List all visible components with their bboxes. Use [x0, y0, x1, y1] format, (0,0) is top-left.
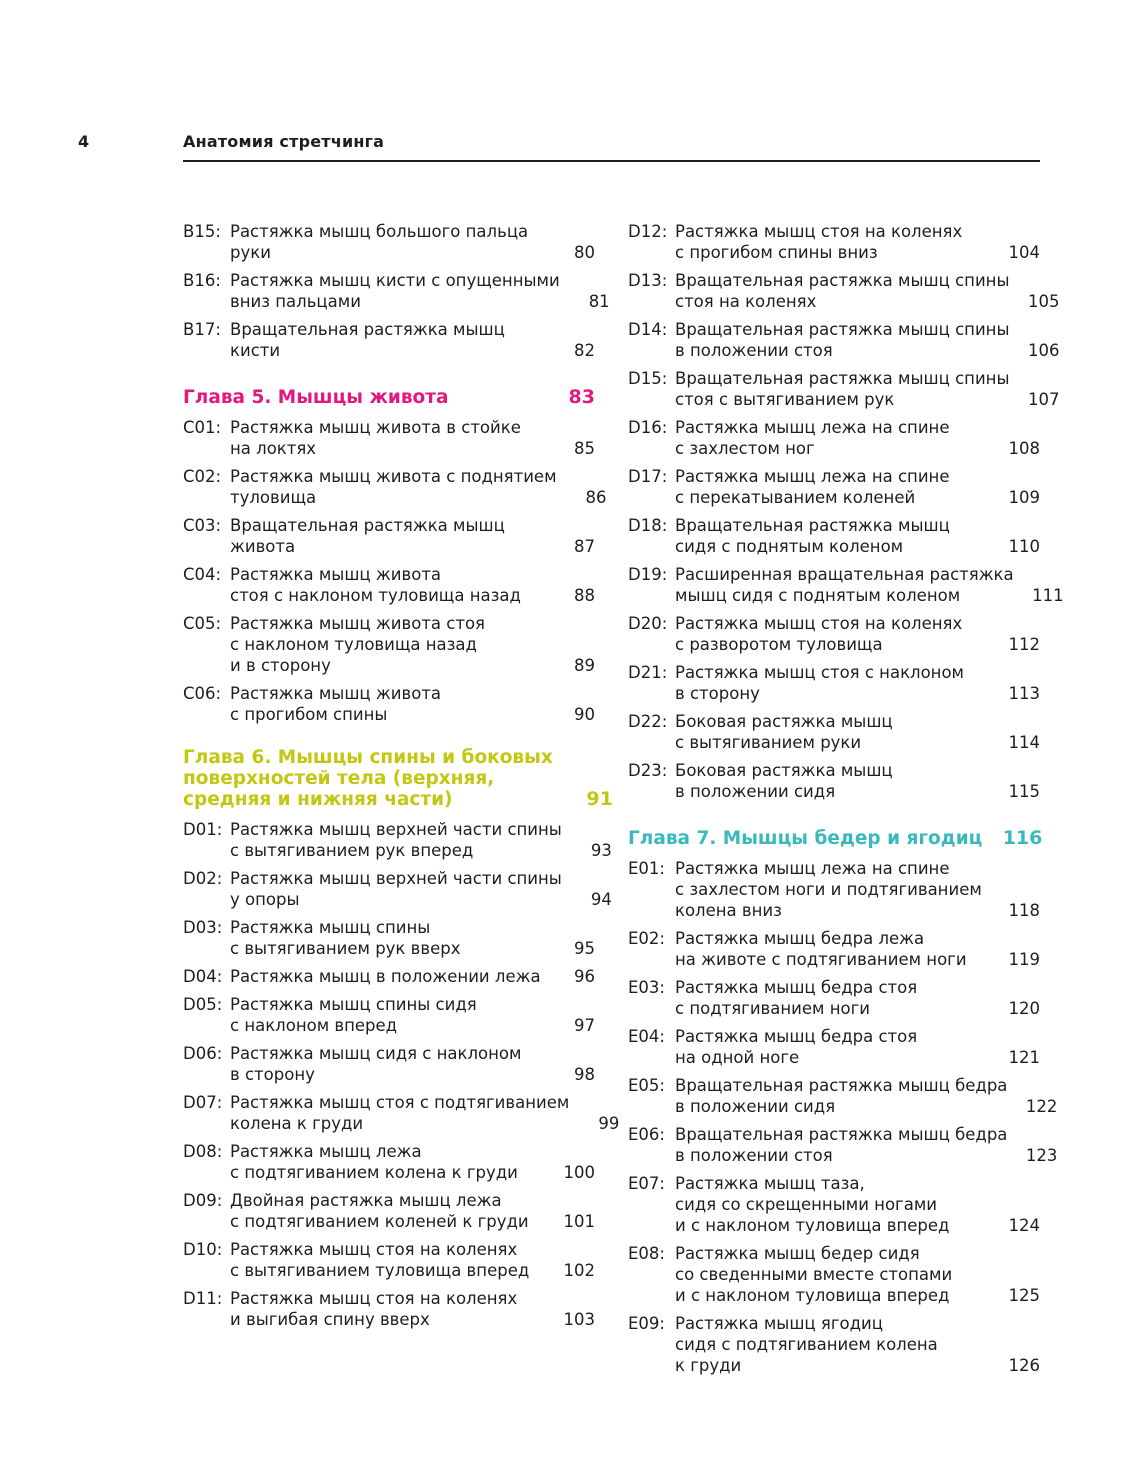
toc-entry[interactable]: [183, 1288, 595, 1330]
toc-entry-code: C03:: [183, 516, 222, 535]
toc-entry-title-line: Расширенная вращательная растяжка: [675, 565, 1014, 584]
toc-entry-title-line: в положении стоя: [675, 341, 833, 360]
toc-entry-title-line: с подтягиванием коленей к груди: [230, 1212, 529, 1231]
toc-entry-title: [230, 966, 545, 987]
toc-entry-title: [230, 613, 545, 676]
toc-group: [628, 221, 1064, 802]
toc-entry-title: [230, 270, 560, 312]
toc-entry-title: [675, 662, 990, 704]
toc-entry[interactable]: [183, 1141, 595, 1183]
toc-entry[interactable]: [183, 917, 595, 959]
toc-entry-code: D16:: [628, 418, 668, 437]
toc-entry-code: E02:: [628, 929, 665, 948]
toc-entry-code: D17:: [628, 467, 668, 486]
toc-entry-title: [675, 270, 1010, 312]
chapter-title-line: Глава 7. Мышцы бедер и ягодиц: [628, 828, 983, 849]
toc-entry-title: [675, 858, 990, 921]
toc-entry-title-line: Растяжка мышц лежа на спине: [675, 418, 950, 437]
chapter-page: 83: [568, 386, 595, 408]
toc-entry-page: 118: [1008, 901, 1040, 920]
toc-entry-title-line: в положении сидя: [675, 1097, 836, 1116]
toc-entry-page: 95: [574, 939, 595, 958]
toc-entry-title-line: Боковая растяжка мышц: [675, 712, 893, 731]
toc-entry-page: 119: [1008, 950, 1040, 969]
chapter-title: [183, 387, 535, 408]
toc-entry-title: [230, 515, 545, 557]
toc-entry-code: E09:: [628, 1314, 665, 1333]
toc-entry-code: E04:: [628, 1027, 665, 1046]
toc-entry-title: [230, 466, 557, 508]
toc-entry-page: 110: [1008, 537, 1040, 556]
toc-entry-code: D01:: [183, 820, 223, 839]
toc-entry-page: 122: [1025, 1097, 1058, 1116]
toc-entry-page: 114: [1008, 733, 1040, 752]
page-number: 4: [78, 132, 90, 151]
toc-entry[interactable]: [628, 760, 1040, 802]
toc-entry-title: [675, 1026, 990, 1068]
toc-entry-page: 87: [574, 537, 595, 556]
toc-entry-title: [675, 564, 1014, 606]
toc-entry-title-line: Растяжка мышц лежа: [230, 1142, 422, 1161]
toc-entry-title: [230, 1092, 569, 1134]
toc-entry-title-line: Растяжка мышц лежа на спине: [675, 859, 950, 878]
toc-entry-title-line: с наклоном вперед: [230, 1016, 398, 1035]
toc-entry-title-line: Растяжка мышц бедра стоя: [675, 1027, 918, 1046]
toc-entry[interactable]: [183, 564, 595, 606]
toc-entry[interactable]: [628, 564, 1064, 606]
toc-entry-page: 121: [1008, 1048, 1040, 1067]
toc-entry[interactable]: [628, 613, 1040, 655]
toc-entry-code: D10:: [183, 1240, 223, 1259]
toc-entry-code: D23:: [628, 761, 668, 780]
toc-entry-code: C01:: [183, 418, 222, 437]
toc-entry-page: 126: [1008, 1356, 1040, 1375]
toc-entry-title-line: Растяжка мышц кисти с опущенными: [230, 271, 560, 290]
toc-entry-page: 113: [1008, 684, 1040, 703]
toc-entry-title-line: Растяжка мышц в положении лежа: [230, 967, 541, 986]
toc-entry[interactable]: [628, 858, 1040, 921]
toc-entry[interactable]: [628, 662, 1040, 704]
toc-entry-code: D13:: [628, 271, 668, 290]
toc-entry-page: 85: [574, 439, 595, 458]
chapter-heading-7[interactable]: [628, 827, 1043, 849]
toc-entry-code: E05:: [628, 1076, 665, 1095]
toc-entry-page: 102: [563, 1261, 595, 1280]
toc-entry-title-line: Растяжка мышц стоя с подтягиванием: [230, 1093, 570, 1112]
toc-entry-code: E03:: [628, 978, 665, 997]
toc-entry[interactable]: [628, 928, 1040, 970]
toc-entry-title-line: Растяжка мышц живота стоя: [230, 614, 485, 633]
toc-entry[interactable]: [628, 977, 1040, 1019]
toc-entry-code: D02:: [183, 869, 223, 888]
toc-entry[interactable]: [628, 270, 1060, 312]
toc-entry-title-line: Растяжка мышц верхней части спины: [230, 820, 562, 839]
toc-entry-title-line: с прогибом спины вниз: [675, 243, 878, 262]
toc-entry-title-line: Растяжка мышц живота: [230, 565, 442, 584]
toc-entry-title: [675, 1124, 1007, 1166]
toc-group: [183, 417, 607, 725]
toc-entry-title-line: туловища: [230, 488, 317, 507]
toc-entry-title: [675, 928, 990, 970]
toc-entry[interactable]: [183, 270, 610, 312]
toc-entry[interactable]: [183, 1092, 620, 1134]
toc-entry-code: D07:: [183, 1093, 223, 1112]
toc-entry[interactable]: [628, 221, 1040, 263]
toc-entry[interactable]: [183, 1190, 595, 1232]
toc-entry-title-line: стоя с вытягиванием рук: [675, 390, 895, 409]
toc-entry-page: 109: [1008, 488, 1040, 507]
toc-entry-title: [675, 417, 990, 459]
toc-entry-page: 99: [598, 1114, 620, 1133]
toc-entry-title-line: сидя с поднятым коленом: [675, 537, 904, 556]
toc-entry-title-line: Растяжка мышц верхней части спины: [230, 869, 562, 888]
toc-entry-code: D05:: [183, 995, 223, 1014]
toc-entry-code: E01:: [628, 859, 665, 878]
toc-entry-title-line: стоя с наклоном туловища назад: [230, 586, 521, 605]
toc-entry-title-line: и в сторону: [230, 656, 331, 675]
toc-entry-page: 88: [574, 586, 595, 605]
toc-entry-code: B16:: [183, 271, 221, 290]
toc-entry-title-line: колена к груди: [230, 1114, 364, 1133]
toc-entry-title: [675, 977, 990, 1019]
toc-entry-title-line: с вытягиванием рук вперед: [230, 841, 474, 860]
toc-entry-page: 93: [590, 841, 612, 860]
toc-entry-title: [230, 1239, 545, 1281]
toc-entry-title: [675, 368, 1010, 410]
toc-entry-page: 124: [1008, 1216, 1040, 1235]
toc-entry-title: [230, 1288, 545, 1330]
toc-entry[interactable]: [628, 515, 1040, 557]
toc-entry-title-line: с вытягиванием туловища вперед: [230, 1261, 530, 1280]
toc-entry-title-line: и выгибая спину вверх: [230, 1310, 430, 1329]
toc-column-left: [183, 221, 620, 1337]
toc-entry-title-line: и с наклоном туловища вперед: [675, 1286, 950, 1305]
toc-entry-title-line: Двойная растяжка мышц лежа: [230, 1191, 502, 1210]
toc-entry[interactable]: [183, 868, 612, 910]
toc-entry-page: 111: [1032, 586, 1064, 605]
chapter-heading-5[interactable]: [183, 387, 595, 408]
toc-entry-title-line: Растяжка мышц бедра стоя: [675, 978, 918, 997]
chapter-page: 91: [586, 788, 613, 810]
toc-entry[interactable]: [628, 1243, 1040, 1306]
toc-entry-title-line: с подтягиванием ноги: [675, 999, 871, 1018]
toc-entry-page: 90: [574, 705, 595, 724]
toc-entry-title-line: на животе с подтягиванием ноги: [675, 950, 967, 969]
toc-entry-title-line: и с наклоном туловища вперед: [675, 1216, 950, 1235]
chapter-title: [183, 747, 553, 810]
toc-entry-title-line: с разворотом туловища: [675, 635, 883, 654]
toc-entry-title: [230, 1190, 545, 1232]
toc-entry-title-line: мышц сидя с поднятым коленом: [675, 586, 961, 605]
toc-entry-page: 108: [1008, 439, 1040, 458]
toc-entry-title: [675, 221, 990, 263]
toc-entry-title: [675, 1243, 990, 1306]
toc-entry[interactable]: [628, 1124, 1058, 1166]
toc-entry-page: 96: [574, 967, 595, 986]
toc-entry-title: [675, 1075, 1007, 1117]
toc-entry-code: D22:: [628, 712, 668, 731]
toc-entry[interactable]: [183, 819, 612, 861]
toc-entry-code: E07:: [628, 1174, 665, 1193]
toc-entry[interactable]: [183, 221, 595, 263]
toc-entry-title-line: Растяжка мышц живота с поднятием: [230, 467, 557, 486]
toc-entry-title-line: вниз пальцами: [230, 292, 361, 311]
toc-entry-title-line: Вращательная растяжка мышц спины: [675, 369, 1010, 388]
toc-entry-title-line: с захлестом ноги и подтягиванием: [675, 880, 982, 899]
toc-entry-title-line: Растяжка мышц сидя с наклоном: [230, 1044, 522, 1063]
toc-entry-title: [675, 319, 1010, 361]
toc-entry[interactable]: [183, 994, 595, 1036]
toc-entry-title-line: Растяжка мышц большого пальца: [230, 222, 529, 241]
toc-entry-page: 94: [590, 890, 612, 909]
toc-entry-code: D08:: [183, 1142, 223, 1161]
toc-entry-page: 104: [1008, 243, 1040, 262]
toc-entry-title: [675, 760, 990, 802]
toc-entry-title-line: Растяжка мышц спины: [230, 918, 431, 937]
toc-entry-page: 125: [1008, 1286, 1040, 1305]
toc-entry-title: [230, 868, 562, 910]
toc-entry-title-line: Вращательная растяжка мышц бедра: [675, 1076, 1008, 1095]
toc-entry-title-line: Вращательная растяжка мышц спины: [675, 271, 1010, 290]
toc-entry-title-line: Вращательная растяжка мышц: [230, 320, 505, 339]
running-title: Анатомия стретчинга: [183, 132, 385, 151]
toc-entry-title-line: кисти: [230, 341, 281, 360]
toc-entry-title-line: Растяжка мышц таза,: [675, 1174, 865, 1193]
toc-entry-page: 123: [1025, 1146, 1058, 1165]
toc-entry-title-line: Растяжка мышц живота: [230, 684, 442, 703]
toc-entry-title-line: сидя со скрещенными ногами: [675, 1195, 937, 1214]
toc-entry-title-line: в положении стоя: [675, 1146, 833, 1165]
toc-group: [183, 221, 610, 361]
toc-entry-title: [675, 1313, 990, 1376]
toc-entry-title-line: в положении сидя: [675, 782, 836, 801]
toc-entry-code: D14:: [628, 320, 668, 339]
toc-entry-title-line: Растяжка мышц стоя на коленях: [675, 614, 963, 633]
chapter-title-line: поверхностей тела (верхняя,: [183, 768, 495, 789]
toc-entry-title: [675, 466, 990, 508]
toc-entry-code: C04:: [183, 565, 222, 584]
toc-column-right: [628, 221, 1064, 1383]
toc-entry[interactable]: [628, 1173, 1040, 1236]
toc-entry-title-line: с прогибом спины: [230, 705, 388, 724]
toc-entry-page: 101: [563, 1212, 595, 1231]
toc-entry-code: D11:: [183, 1289, 223, 1308]
toc-entry-title: [230, 319, 545, 361]
toc-entry-title: [230, 819, 562, 861]
toc-entry-title-line: Боковая растяжка мышц: [675, 761, 893, 780]
toc-entry-title-line: колена вниз: [675, 901, 782, 920]
toc-entry-page: 103: [563, 1310, 595, 1329]
toc-entry-page: 80: [574, 243, 595, 262]
chapter-heading-6[interactable]: [183, 747, 613, 810]
toc-entry-code: B15:: [183, 222, 221, 241]
toc-entry-title-line: живота: [230, 537, 296, 556]
toc-entry-title-line: с вытягиванием руки: [675, 733, 862, 752]
toc-entry-title: [675, 613, 990, 655]
toc-entry-code: D03:: [183, 918, 223, 937]
chapter-title-line: Глава 5. Мышцы живота: [183, 387, 449, 408]
toc-entry[interactable]: [628, 417, 1040, 459]
toc-entry-page: 107: [1028, 390, 1060, 409]
toc-entry-page: 81: [588, 292, 610, 311]
toc-entry[interactable]: [183, 466, 607, 508]
toc-entry-code: D06:: [183, 1044, 223, 1063]
toc-entry-title-line: Растяжка мышц стоя на коленях: [675, 222, 963, 241]
toc-entry-title-line: со сведенными вместе стопами: [675, 1265, 953, 1284]
toc-entry-title-line: с подтягиванием колена к груди: [230, 1163, 518, 1182]
toc-entry-title-line: в сторону: [230, 1065, 315, 1084]
toc-entry-title-line: Растяжка мышц стоя на коленях: [230, 1289, 518, 1308]
toc-entry-code: C06:: [183, 684, 222, 703]
toc-entry-title-line: с наклоном туловища назад: [230, 635, 477, 654]
toc-entry-code: B17:: [183, 320, 221, 339]
toc-entry-title-line: Вращательная растяжка мышц спины: [675, 320, 1010, 339]
toc-entry[interactable]: [628, 466, 1040, 508]
toc-entry-title: [675, 1173, 990, 1236]
toc-entry[interactable]: [183, 966, 595, 987]
toc-entry-title: [675, 515, 990, 557]
toc-entry[interactable]: [183, 1043, 595, 1085]
toc-entry-page: 82: [574, 341, 595, 360]
toc-entry-title-line: Растяжка мышц спины сидя: [230, 995, 477, 1014]
toc-entry-page: 100: [563, 1163, 595, 1182]
toc-entry-code: D18:: [628, 516, 668, 535]
toc-entry-code: D09:: [183, 1191, 223, 1210]
toc-entry-title: [230, 683, 545, 725]
toc-entry[interactable]: [628, 1026, 1040, 1068]
toc-entry-code: D21:: [628, 663, 668, 682]
toc-entry-title: [675, 711, 990, 753]
toc-entry-page: 89: [574, 656, 595, 675]
toc-entry-title: [230, 1043, 545, 1085]
toc-entry-page: 98: [574, 1065, 595, 1084]
toc-entry-code: D19:: [628, 565, 668, 584]
toc-entry-title-line: на одной ноге: [675, 1048, 800, 1067]
toc-entry-title: [230, 994, 545, 1036]
toc-entry-title-line: с перекатыванием коленей: [675, 488, 916, 507]
toc-entry-title-line: Растяжка мышц стоя с наклоном: [675, 663, 965, 682]
toc-entry-title: [230, 1141, 545, 1183]
toc-entry-title-line: стоя на коленях: [675, 292, 817, 311]
toc-entry[interactable]: [183, 417, 595, 459]
toc-entry-code: E08:: [628, 1244, 665, 1263]
toc-entry-page: 105: [1028, 292, 1060, 311]
toc-entry-code: C05:: [183, 614, 222, 633]
chapter-title-line: Глава 6. Мышцы спины и боковых: [183, 747, 553, 768]
toc-entry-title-line: Вращательная растяжка мышц: [675, 516, 950, 535]
toc-entry-title-line: Растяжка мышц стоя на коленях: [230, 1240, 518, 1259]
toc-entry-code: E06:: [628, 1125, 665, 1144]
toc-entry-title-line: Вращательная растяжка мышц бедра: [675, 1125, 1008, 1144]
toc-entry-page: 86: [585, 488, 607, 507]
toc-entry-title: [230, 417, 545, 459]
toc-entry-title-line: к груди: [675, 1356, 742, 1375]
toc-entry-title-line: сидя с подтягиванием колена: [675, 1335, 938, 1354]
toc-entry[interactable]: [183, 613, 595, 676]
toc-entry[interactable]: [183, 1239, 595, 1281]
toc-entry-title-line: с вытягиванием рук вверх: [230, 939, 461, 958]
toc-entry-title: [230, 221, 545, 263]
toc-entry-code: D20:: [628, 614, 668, 633]
toc-entry[interactable]: [628, 1313, 1040, 1376]
toc-entry-title: [230, 564, 545, 606]
toc-entry[interactable]: [628, 319, 1060, 361]
chapter-title: [628, 828, 982, 849]
toc-entry-code: C02:: [183, 467, 222, 486]
toc-entry-code: D12:: [628, 222, 668, 241]
toc-entry-title-line: в сторону: [675, 684, 760, 703]
toc-entry[interactable]: [628, 368, 1060, 410]
chapter-title-line: средняя и нижняя части): [183, 789, 453, 810]
toc-entry[interactable]: [628, 1075, 1058, 1117]
toc-entry[interactable]: [183, 319, 595, 361]
toc-entry[interactable]: [628, 711, 1040, 753]
toc-entry-title-line: руки: [230, 243, 271, 262]
toc-entry-page: 97: [574, 1016, 595, 1035]
toc-entry-page: 115: [1008, 782, 1040, 801]
toc-entry-title-line: Растяжка мышц лежа на спине: [675, 467, 950, 486]
toc-entry-title-line: у опоры: [230, 890, 300, 909]
chapter-page: 116: [1002, 827, 1043, 849]
toc-entry-title-line: Растяжка мышц бедер сидя: [675, 1244, 920, 1263]
header-rule: [183, 160, 1040, 162]
toc-entry-title: [230, 917, 545, 959]
toc-entry-page: 112: [1008, 635, 1040, 654]
toc-entry-code: D15:: [628, 369, 668, 388]
toc-entry-title-line: Растяжка мышц бедра лежа: [675, 929, 925, 948]
toc-entry[interactable]: [183, 683, 595, 725]
toc-entry-title-line: Растяжка мышц живота в стойке: [230, 418, 521, 437]
toc-entry[interactable]: [183, 515, 595, 557]
toc-entry-title-line: Растяжка мышц ягодиц: [675, 1314, 883, 1333]
toc-entry-page: 120: [1008, 999, 1040, 1018]
toc-entry-code: D04:: [183, 967, 223, 986]
toc-entry-title-line: на локтях: [230, 439, 317, 458]
toc-entry-title-line: Вращательная растяжка мышц: [230, 516, 505, 535]
toc-entry-page: 106: [1028, 341, 1060, 360]
toc-group: [183, 819, 620, 1330]
toc-group: [628, 858, 1058, 1376]
toc-entry-title-line: с захлестом ног: [675, 439, 815, 458]
